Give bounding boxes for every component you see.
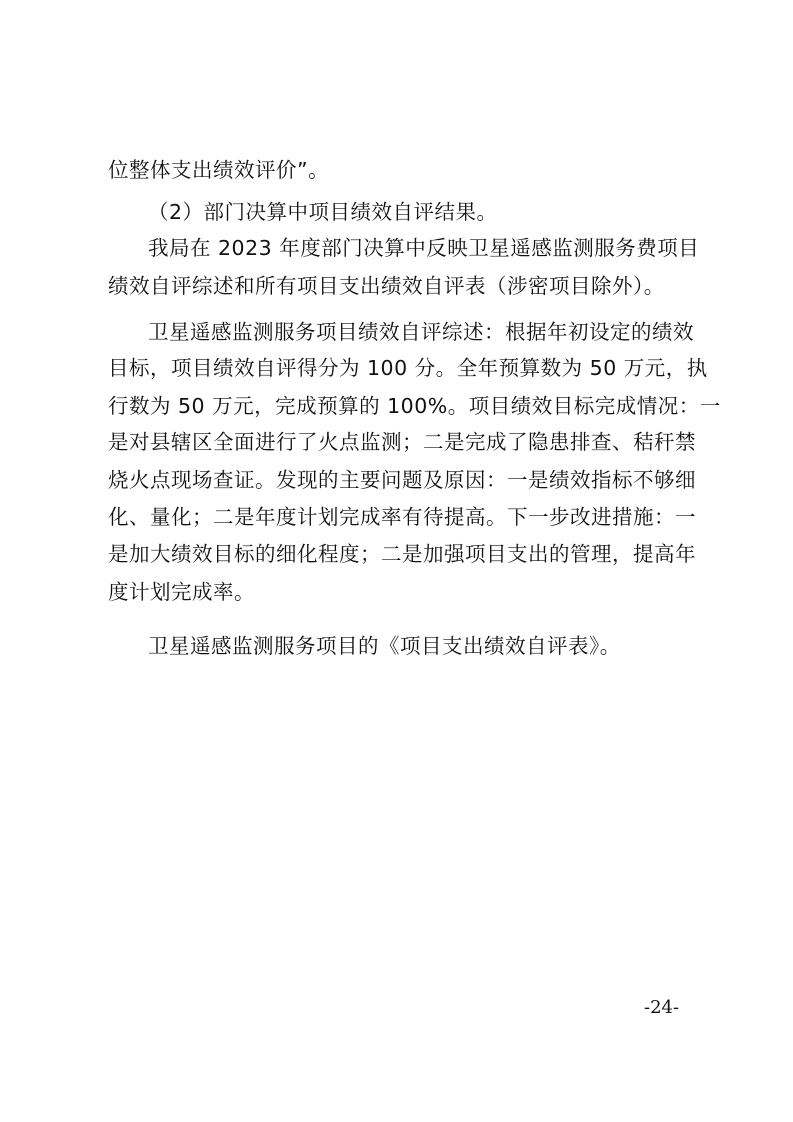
paragraph-line: 是对县辖区全面进行了火点监测；二是完成了隐患排查、秸秆禁 bbox=[108, 430, 696, 454]
page-number: -24- bbox=[644, 997, 680, 1018]
paragraph-line: 卫星遥感监测服务项目的《项目支出绩效自评表》。 bbox=[148, 634, 621, 658]
paragraph-line: 卫星遥感监测服务项目绩效自评综述：根据年初设定的绩效 bbox=[148, 320, 694, 344]
paragraph-line: 位整体支出绩效评价”。 bbox=[108, 158, 330, 182]
paragraph-line: 是加大绩效目标的细化程度；二是加强项目支出的管理，提高年 bbox=[108, 542, 696, 566]
paragraph-line: 化、量化；二是年度计划完成率有待提高。下一步改进措施：一 bbox=[108, 505, 696, 529]
paragraph-line: 烧火点现场查证。发现的主要问题及原因：一是绩效指标不够细 bbox=[108, 468, 696, 492]
paragraph-line: 绩效自评综述和所有项目支出绩效自评表（涉密项目除外）。 bbox=[108, 274, 665, 298]
paragraph-line: 度计划完成率。 bbox=[108, 580, 255, 604]
paragraph-line: 行数为 50 万元，完成预算的 100%。项目绩效目标完成情况：一 bbox=[108, 394, 721, 418]
paragraph-line: 我局在 2023 年度部门决算中反映卫星遥感监测服务费项目 bbox=[148, 236, 700, 260]
section-heading: （2）部门决算中项目绩效自评结果。 bbox=[148, 200, 498, 224]
paragraph-line: 目标，项目绩效自评得分为 100 分。全年预算数为 50 万元，执 bbox=[108, 356, 708, 380]
